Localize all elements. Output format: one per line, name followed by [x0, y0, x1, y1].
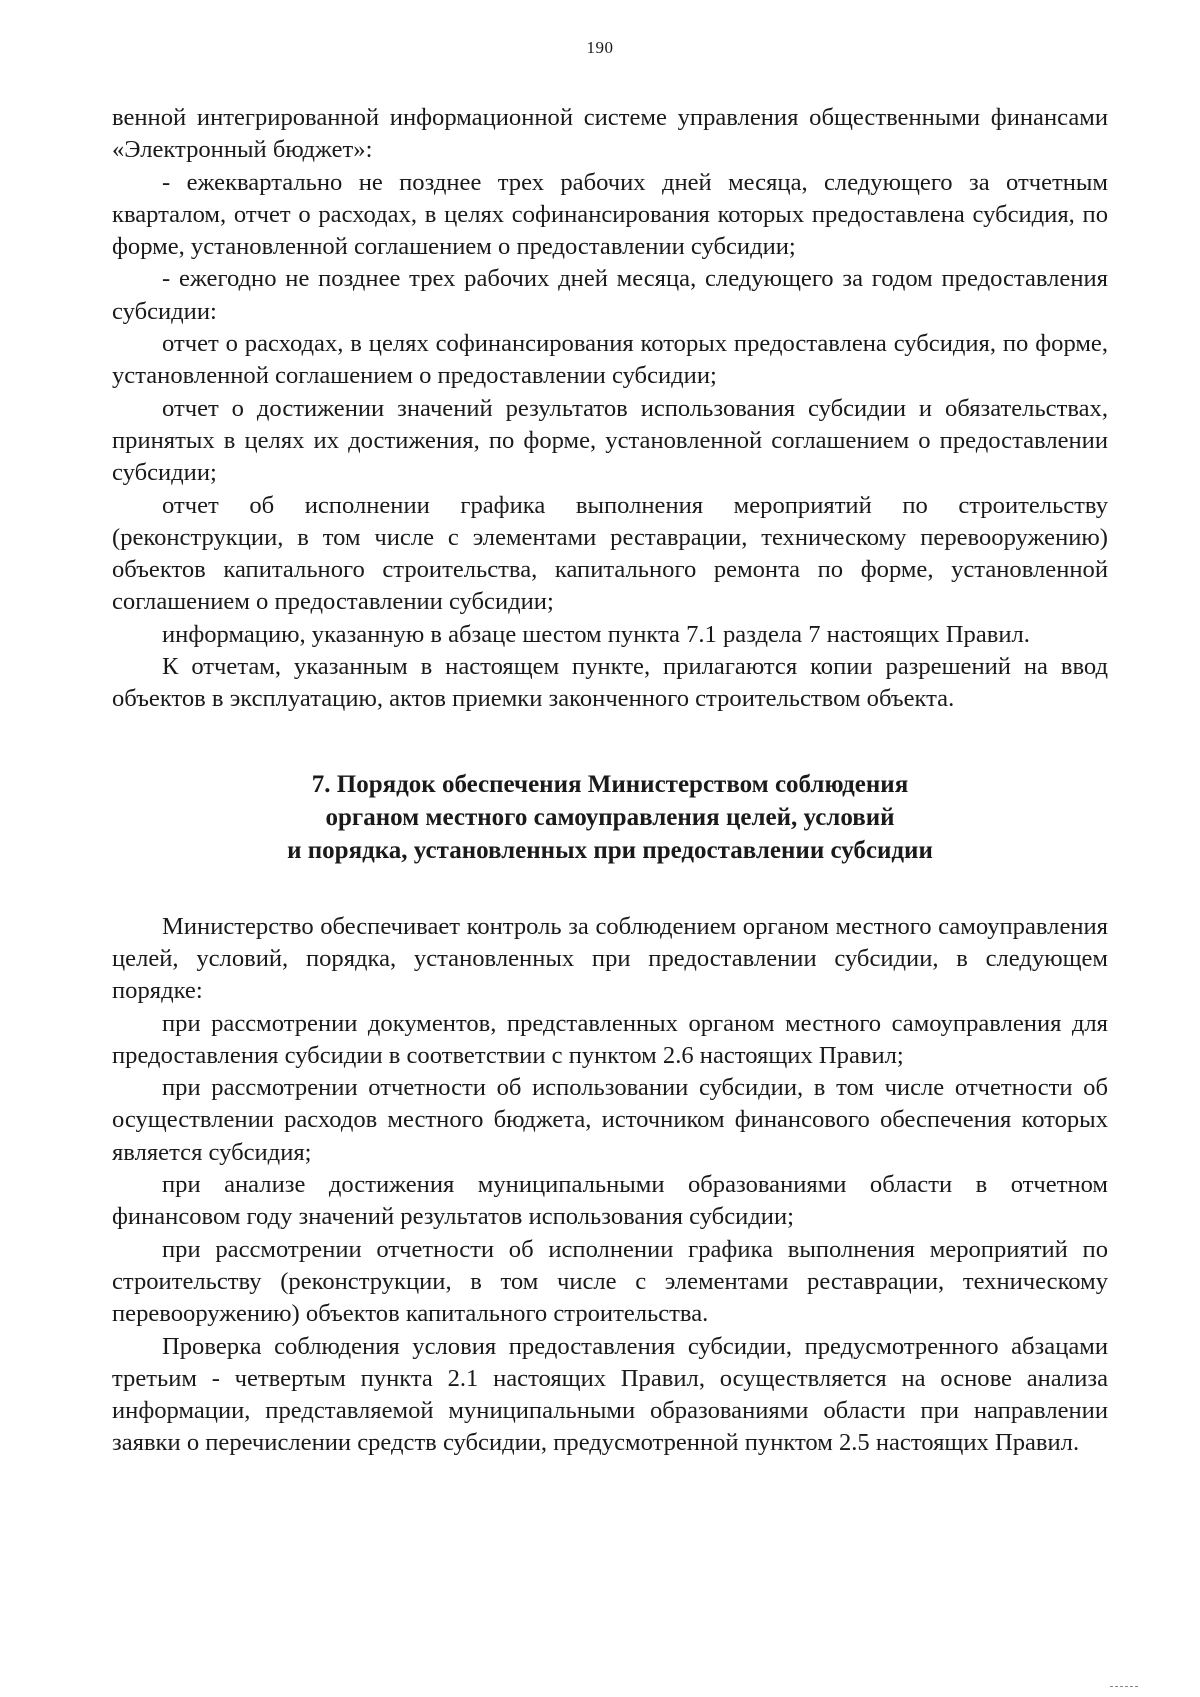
paragraph-quarterly-report: - ежеквартально не позднее трех рабочих дней месяца, следующего за отчетным кварталом, отчет о расходах, в целях софинансирования которых предоставлена субсидия, по форме, установленной соглашением о предоставлении субсидии; — [112, 168, 1108, 261]
section-heading — [112, 768, 1108, 867]
document-body — [112, 102, 1108, 1460]
section-heading-line-3: и порядка, установленных при предоставлении субсидии — [287, 836, 933, 864]
page-number: 190 — [586, 38, 614, 57]
paragraph-results-report: отчет о достижении значений результатов использования субсидии и обязательствах, принятых в целях их достижения, по форме, установленной соглашением о предоставлении субсидии; — [112, 394, 1108, 487]
paragraph-ministry-control: Министерство обеспечивает контроль за соблюдением органом местного самоуправления целей, условий, порядка, установленных при предоставлении субсидии, в следующем порядке: — [112, 912, 1108, 1005]
section-heading-line-2: органом местного самоуправления целей, условий — [325, 803, 895, 831]
paragraph-document-review: при рассмотрении документов, представленных органом местного самоуправления для предоставления субсидии в соответствии с пунктом 2.6 настоящих Правил; — [112, 1009, 1108, 1069]
paragraph-expense-report: отчет о расходах, в целях софинансирования которых предоставлена субсидия, по форме, установленной соглашением о предоставлении субсидии; — [112, 330, 1108, 390]
paragraph-intro: венной интегрированной информационной системе управления общественными финансами «Электронный бюджет»: — [112, 104, 1108, 164]
section-heading-line-1: 7. Порядок обеспечения Министерством соблюдения — [311, 770, 909, 798]
scan-edge-mark — [1110, 1686, 1138, 1691]
paragraph-reporting-review: при рассмотрении отчетности об использовании субсидии, в том числе отчетности об осуществлении расходов местного бюджета, источником финансового обеспечения которых является субсидия; — [112, 1074, 1108, 1166]
paragraph-attachments: К отчетам, указанным в настоящем пункте, прилагаются копии разрешений на ввод объектов в эксплуатацию, актов приемки законченного строительством объекта. — [112, 653, 1108, 713]
paragraph-results-analysis: при анализе достижения муниципальными образованиями области в отчетном финансовом году значений результатов использования субсидии; — [112, 1171, 1108, 1231]
paragraph-schedule-review: при рассмотрении отчетности об исполнении графика выполнения мероприятий по строительству (реконструкции, в том числе с элементами реставрации, техническому перевооружению) объектов капитального строительства. — [112, 1235, 1108, 1328]
paragraph-schedule-report: отчет об исполнении графика выполнения мероприятий по строительству (реконструкции, в том числе с элементами реставрации, техническому перевооружению) объектов капитального строительства, капитального ремонта по форме, установленной соглашением о предоставлении субсидии; — [112, 491, 1108, 616]
paragraph-annual-report: - ежегодно не позднее трех рабочих дней месяца, следующего за годом предоставления субсидии: — [112, 265, 1108, 325]
paragraph-condition-check: Проверка соблюдения условия предоставления субсидии, предусмотренного абзацами третьим - четвертым пункта 2.1 настоящих Правил, осуществляется на основе анализа информации, представляемой муниципальными образованиями области при направлении заявки о перечислении средств субсидии, предусмотренной пунктом 2.5 настоящих Правил. — [112, 1332, 1108, 1457]
paragraph-information: информацию, указанную в абзаце шестом пункта 7.1 раздела 7 настоящих Правил. — [162, 620, 1030, 648]
